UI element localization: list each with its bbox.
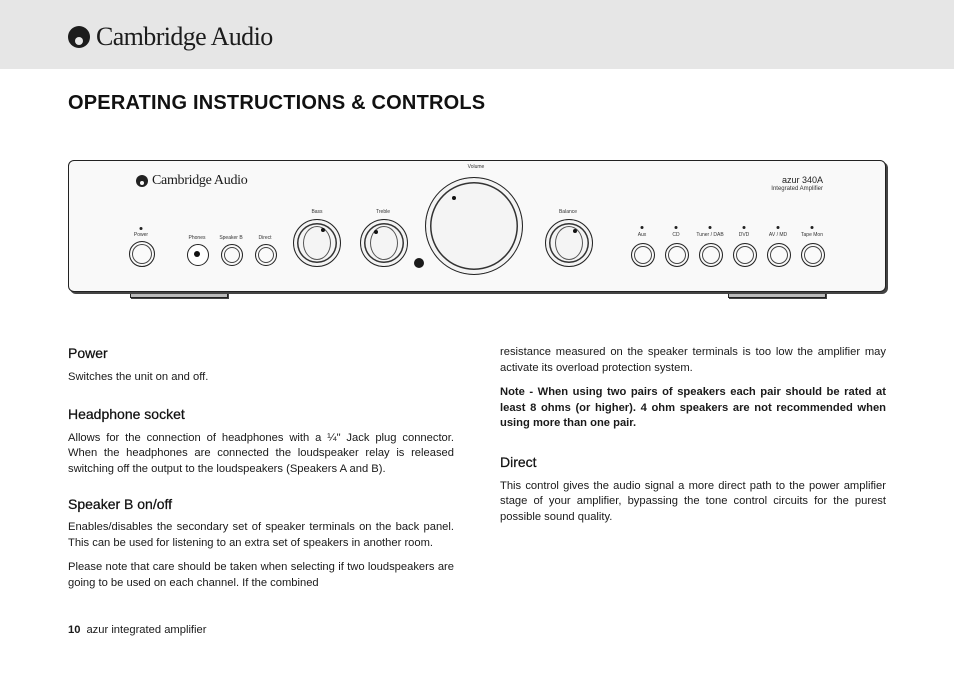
tuner-led (709, 226, 712, 229)
treble-knob (360, 219, 408, 267)
panel-brand-name: Cambridge Audio (152, 173, 248, 188)
direct-label: Direct (258, 235, 272, 241)
speaker-b-body-2-continued: resistance measured on the speaker terminals is too low the amplifier may activate its overload protection system. (500, 346, 886, 374)
av-md-button (767, 243, 791, 267)
amplifier-foot-right (728, 291, 826, 298)
power-heading: Power (68, 345, 108, 361)
speaker-b-label: Speaker B (219, 235, 243, 241)
dvd-button (733, 243, 757, 267)
speaker-b-body-2: Please note that care should be taken when selecting if two loudspeakers are going to be used on each channel. If the combined (68, 561, 454, 589)
right-column (500, 345, 886, 525)
brand-name: Cambridge Audio (96, 22, 273, 51)
tape-mon-label: Tape Mon (801, 232, 823, 238)
direct-body: This control gives the audio signal a more direct path to the power amplifier stage of your amplifier, bypassing the tone control circuits for the purest possible sound quality. (500, 479, 886, 523)
cd-led (675, 226, 678, 229)
amplifier-faceplate (68, 160, 886, 292)
power-button (129, 241, 155, 267)
headphone-body: Allows for the connection of headphones with a ¼" Jack plug connector. When the headphones are connected the loudspeaker relay is released switching off the output to the loudspeakers (Speakers A and B). (68, 431, 454, 475)
tuner-label: Tuner / DAB (696, 232, 724, 238)
balance-knob (545, 219, 593, 267)
speaker-b-note: Note - When using two pairs of speakers each pair should be rated at least 8 ohms (or higher). 4 ohm speakers are not recommended when using more than one pair. (500, 386, 886, 429)
balance-knob-grip (555, 226, 583, 260)
panel-logo-icon (136, 175, 148, 187)
amplifier-front-panel-illustration (66, 158, 888, 300)
aux-button (631, 243, 655, 267)
headphone-heading: Headphone socket (68, 405, 185, 422)
cd-label: CD (672, 232, 680, 238)
headphone-jack-core (194, 251, 200, 257)
treble-label: Treble (376, 209, 390, 215)
treble-knob-indicator (374, 230, 378, 234)
amplifier-foot-left (130, 291, 228, 298)
direct-button (255, 244, 277, 266)
balance-label: Balance (558, 209, 578, 215)
page-title: OPERATING INSTRUCTIONS & CONTROLS (68, 92, 486, 114)
power-label: Power (133, 232, 149, 238)
panel-brand-logo (136, 173, 247, 189)
page-number: 10 (68, 624, 81, 636)
volume-knob-indicator (452, 196, 456, 200)
aux-label: Aux (637, 232, 647, 238)
model-subtitle: Integrated Amplifier (771, 186, 823, 192)
speaker-b-button (221, 244, 243, 266)
page-footer (68, 624, 206, 636)
speaker-b-heading: Speaker B on/off (68, 496, 173, 512)
ir-sensor (414, 258, 424, 268)
tape-mon-led (811, 226, 814, 229)
left-column (68, 345, 454, 591)
power-body: Switches the unit on and off. (68, 371, 209, 383)
dvd-label: DVD (738, 232, 750, 238)
brand-logo (68, 20, 273, 54)
power-led (140, 227, 143, 230)
bass-knob (293, 219, 341, 267)
bass-label: Bass (311, 209, 323, 215)
cambridge-audio-logo-icon (68, 26, 90, 48)
tuner-button (699, 243, 723, 267)
av-md-label: AV / MD (768, 232, 788, 238)
volume-knob (425, 177, 523, 275)
phones-label: Phones (188, 235, 206, 241)
footer-text: azur integrated amplifier (86, 624, 207, 636)
av-md-led (777, 226, 780, 229)
dvd-led (743, 226, 746, 229)
direct-heading: Direct (500, 453, 537, 470)
cd-button (665, 243, 689, 267)
model-name: azur 340A (781, 175, 823, 185)
bass-knob-grip (303, 226, 331, 260)
volume-label: Volume (467, 164, 485, 170)
headphone-jack (187, 244, 209, 266)
balance-knob-indicator (573, 229, 577, 233)
speaker-b-body-1: Enables/disables the secondary set of speaker terminals on the back panel. This can be used for listening to an extra set of speakers in another room. (68, 521, 454, 549)
aux-led (641, 226, 644, 229)
tape-mon-button (801, 243, 825, 267)
bass-knob-indicator (321, 228, 325, 232)
model-badge (771, 175, 823, 192)
